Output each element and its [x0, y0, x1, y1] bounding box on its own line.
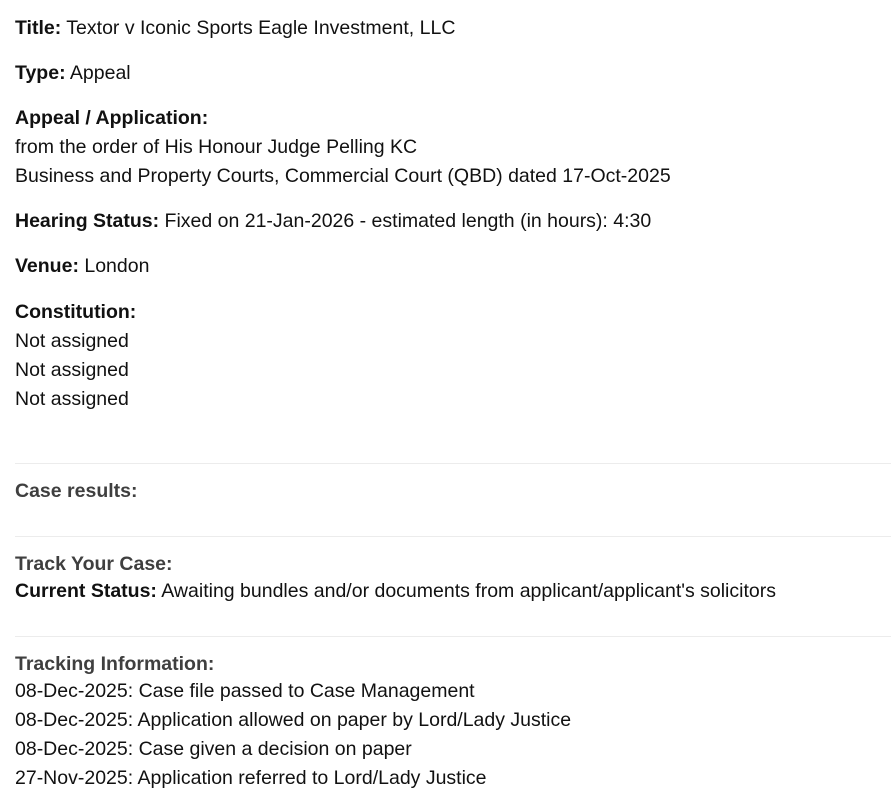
- hearing-status-label: Hearing Status:: [15, 210, 160, 232]
- case-details: [15, 14, 891, 793]
- track-your-case-section: [15, 551, 891, 606]
- constitution-section: [15, 298, 891, 414]
- title-value: Textor v Iconic Sports Eagle Investment, LLC: [61, 17, 456, 39]
- divider: [15, 463, 891, 464]
- venue-label: Venue:: [15, 255, 79, 277]
- divider: [15, 536, 891, 537]
- constitution-member: Not assigned: [15, 359, 129, 381]
- type-label: Type:: [15, 62, 66, 84]
- divider: [15, 636, 891, 637]
- tracking-entry: 08-Dec-2025: Case file passed to Case Management: [15, 680, 475, 702]
- title-label: Title:: [15, 17, 62, 39]
- appeal-section: [15, 104, 891, 191]
- tracking-information-label: Tracking Information:: [15, 653, 215, 675]
- appeal-label: Appeal / Application:: [15, 107, 209, 129]
- hearing-status-row: [15, 207, 891, 236]
- hearing-status-value: Fixed on 21-Jan-2026 - estimated length (in hours): 4:30: [159, 210, 652, 232]
- venue-row: [15, 252, 891, 281]
- type-value: Appeal: [65, 62, 131, 84]
- appeal-line-court: Business and Property Courts, Commercial Court (QBD) dated 17-Oct-2025: [15, 165, 671, 187]
- current-status-value: Awaiting bundles and/or documents from applicant/applicant's solicitors: [156, 580, 776, 602]
- tracking-information-section: [15, 651, 891, 793]
- appeal-line-order: from the order of His Honour Judge Pelling KC: [15, 136, 418, 158]
- tracking-entry: 08-Dec-2025: Case given a decision on paper: [15, 738, 412, 760]
- constitution-member: Not assigned: [15, 330, 129, 352]
- venue-value: London: [78, 255, 150, 277]
- current-status-label: Current Status:: [15, 580, 157, 602]
- constitution-member: Not assigned: [15, 388, 129, 410]
- type-row: [15, 59, 891, 88]
- tracking-entry: 27-Nov-2025: Application referred to Lord/Lady Justice: [15, 767, 487, 789]
- current-status-row: [15, 577, 891, 606]
- title-row: [15, 14, 891, 43]
- tracking-entry: 08-Dec-2025: Application allowed on paper by Lord/Lady Justice: [15, 709, 572, 731]
- constitution-label: Constitution:: [15, 301, 137, 323]
- case-results-label: Case results:: [15, 480, 138, 502]
- track-your-case-label: Track Your Case:: [15, 553, 173, 575]
